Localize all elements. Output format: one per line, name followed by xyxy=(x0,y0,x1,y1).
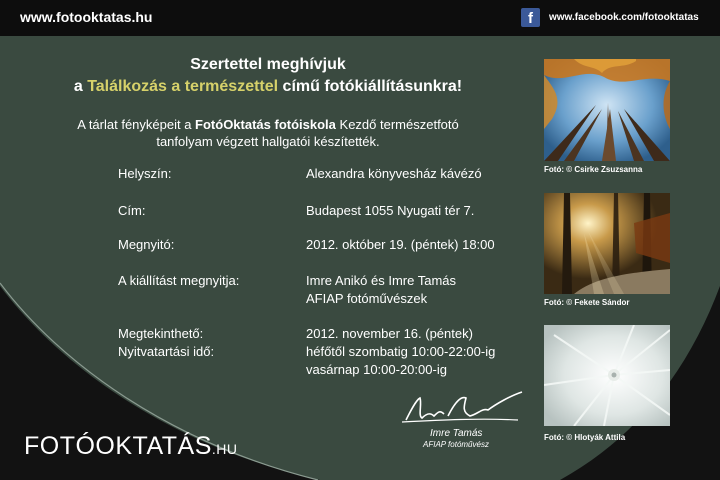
school-name: FotóOktatás fotóiskola xyxy=(195,117,336,132)
signature-name: Imre Tamás xyxy=(430,428,483,439)
top-bar xyxy=(0,0,720,36)
photo-caption-3: Fotó: © Hlotyák Attila xyxy=(544,433,626,442)
hours-value-line2: vasárnap 10:00-20:00-ig xyxy=(306,362,447,377)
opener-value-line1: Imre Anikó és Imre Tamás xyxy=(306,273,457,288)
intro-suffix: Kezdő természetfotó xyxy=(335,117,459,132)
hours-label: Nyitvatartási idő: xyxy=(118,344,215,359)
intro-line1 xyxy=(0,117,536,132)
title-suffix: című fotókiállításunkra! xyxy=(278,78,463,95)
invitation-title-line2 xyxy=(0,78,536,96)
intro-prefix: A tárlat fényképeit a xyxy=(77,117,196,132)
photo-dandelion-macro xyxy=(544,325,670,426)
fotooktatas-logo[interactable] xyxy=(24,432,238,461)
site-url-link[interactable]: www.fotooktatas.hu xyxy=(20,9,153,25)
intro-line2: tanfolyam végzett hallgatói készítették. xyxy=(156,134,380,149)
logo-suffix: .HU xyxy=(211,441,238,457)
opening-value: 2012. október 19. (péntek) 18:00 xyxy=(306,237,495,252)
logo-main: FOTÓOKTATÁS xyxy=(24,432,212,460)
photo-caption-2: Fotó: © Fekete Sándor xyxy=(544,298,630,307)
photo-forest-road xyxy=(544,193,670,294)
facebook-icon[interactable]: f xyxy=(521,8,540,27)
opening-label: Megnyitó: xyxy=(118,237,175,252)
address-value: Budapest 1055 Nyugati tér 7. xyxy=(306,203,475,218)
venue-label: Helyszín: xyxy=(118,166,172,181)
opener-label: A kiállítást megnyitja: xyxy=(118,273,240,288)
address-label: Cím: xyxy=(118,203,146,218)
signature-title: AFIAP fotóművész xyxy=(423,440,489,449)
exhibition-name: Találkozás a természettel xyxy=(87,78,279,95)
title-prefix: a xyxy=(73,78,88,95)
opener-value-line2: AFIAP fotóművészek xyxy=(306,291,428,306)
invitation-title-line1: Szertettel meghívjuk xyxy=(190,56,346,73)
photo-caption-1: Fotó: © Csirke Zsuzsanna xyxy=(544,165,643,174)
photo-autumn-trees xyxy=(544,59,670,161)
viewable-label: Megtekinthető: xyxy=(118,326,204,341)
signature-scribble xyxy=(400,390,525,426)
hours-value-line1: héfőtől szombatig 10:00-22:00-ig xyxy=(306,344,496,359)
venue-value: Alexandra könyvesház kávézó xyxy=(306,166,482,181)
facebook-url-link[interactable]: www.facebook.com/fotooktatas xyxy=(549,12,699,23)
viewable-value: 2012. november 16. (péntek) xyxy=(306,326,473,341)
